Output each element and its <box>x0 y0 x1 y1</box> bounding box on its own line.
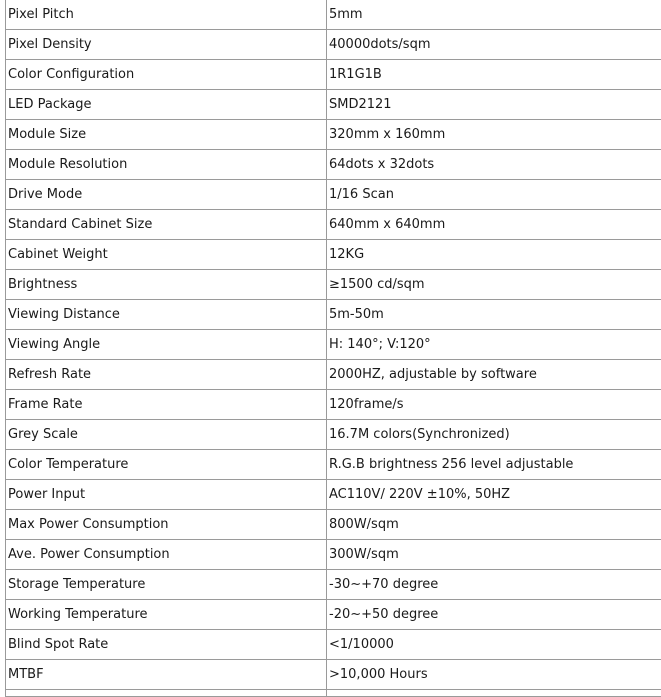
spec-parameter: Frame Rate <box>6 390 327 420</box>
specifications-table-body <box>6 0 661 697</box>
spec-value: >10,000 Hours <box>327 660 661 690</box>
spec-row <box>6 390 661 420</box>
spec-parameter: Cabinet Weight <box>6 240 327 270</box>
spec-value: 640mm x 640mm <box>327 210 661 240</box>
spec-value: 16.7M colors(Synchronized) <box>327 420 661 450</box>
spec-parameter: Blind Spot Rate <box>6 630 327 660</box>
spec-row <box>6 150 661 180</box>
spec-parameter: Ave. Power Consumption <box>6 540 327 570</box>
spec-value: 5mm <box>327 0 661 30</box>
spec-value: 1R1G1B <box>327 60 661 90</box>
spec-value: H: 140°; V:120° <box>327 330 661 360</box>
spec-parameter: MTBF <box>6 660 327 690</box>
spec-value: 320mm x 160mm <box>327 120 661 150</box>
spec-value: 12KG <box>327 240 661 270</box>
spec-row <box>6 660 661 690</box>
spec-row <box>6 540 661 570</box>
spec-row <box>6 270 661 300</box>
spec-parameter: Refresh Rate <box>6 360 327 390</box>
empty-cell <box>6 690 327 697</box>
spec-parameter: Pixel Density <box>6 30 327 60</box>
spec-row <box>6 480 661 510</box>
spec-parameter: Brightness <box>6 270 327 300</box>
spec-parameter: Power Input <box>6 480 327 510</box>
spec-row <box>6 330 661 360</box>
spec-row <box>6 630 661 660</box>
spec-value: 2000HZ, adjustable by software <box>327 360 661 390</box>
spec-row <box>6 510 661 540</box>
spec-value: R.G.B brightness 256 level adjustable <box>327 450 661 480</box>
spec-value: -30~+70 degree <box>327 570 661 600</box>
spec-value: <1/10000 <box>327 630 661 660</box>
spec-row <box>6 30 661 60</box>
spec-parameter: Viewing Distance <box>6 300 327 330</box>
spec-row <box>6 240 661 270</box>
spec-value: 300W/sqm <box>327 540 661 570</box>
spec-row <box>6 120 661 150</box>
spec-parameter: Working Temperature <box>6 600 327 630</box>
spec-row <box>6 180 661 210</box>
spec-row <box>6 570 661 600</box>
spec-value: AC110V/ 220V ±10%, 50HZ <box>327 480 661 510</box>
spec-parameter: Color Temperature <box>6 450 327 480</box>
spec-row <box>6 450 661 480</box>
spec-parameter: Max Power Consumption <box>6 510 327 540</box>
spec-parameter: Module Size <box>6 120 327 150</box>
spec-row <box>6 90 661 120</box>
spec-value: ≥1500 cd/sqm <box>327 270 661 300</box>
spec-parameter: Pixel Pitch <box>6 0 327 30</box>
spec-row <box>6 60 661 90</box>
spec-value: 40000dots/sqm <box>327 30 661 60</box>
spec-row <box>6 420 661 450</box>
spec-value: 1/16 Scan <box>327 180 661 210</box>
spec-row <box>6 360 661 390</box>
spec-parameter: Storage Temperature <box>6 570 327 600</box>
spec-parameter: Module Resolution <box>6 150 327 180</box>
spec-parameter: Drive Mode <box>6 180 327 210</box>
spec-value: SMD2121 <box>327 90 661 120</box>
spec-value: 120frame/s <box>327 390 661 420</box>
spec-parameter: Viewing Angle <box>6 330 327 360</box>
spec-value: 5m-50m <box>327 300 661 330</box>
empty-cell <box>327 690 661 697</box>
specifications-table <box>5 0 661 697</box>
spec-row <box>6 0 661 30</box>
spec-row <box>6 300 661 330</box>
spec-parameter: Standard Cabinet Size <box>6 210 327 240</box>
spec-value: 800W/sqm <box>327 510 661 540</box>
spec-value: -20~+50 degree <box>327 600 661 630</box>
spec-parameter: LED Package <box>6 90 327 120</box>
spec-parameter: Grey Scale <box>6 420 327 450</box>
spec-row-empty <box>6 690 661 697</box>
spec-value: 64dots x 32dots <box>327 150 661 180</box>
spec-parameter: Color Configuration <box>6 60 327 90</box>
spec-row <box>6 600 661 630</box>
spec-row <box>6 210 661 240</box>
